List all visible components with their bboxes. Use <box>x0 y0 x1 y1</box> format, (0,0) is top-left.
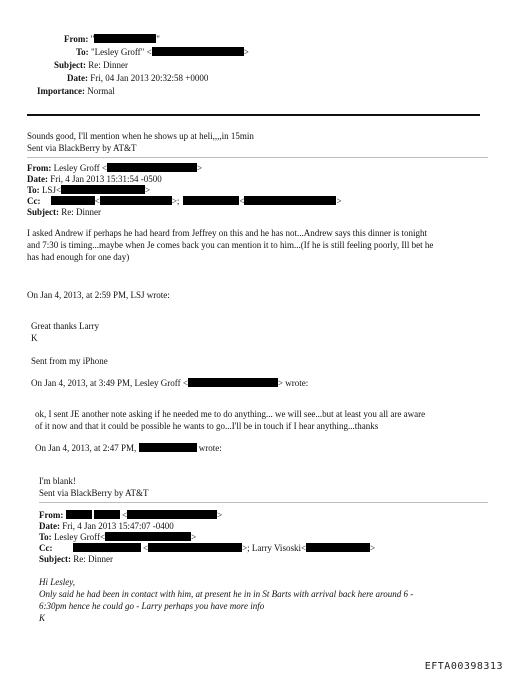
header-subject-value: Re: Dinner <box>88 60 128 70</box>
email3-to-close: > <box>191 532 197 542</box>
email3-to-value: Lesley Groff< <box>53 532 106 542</box>
redaction <box>100 196 172 205</box>
email3-subject-value: Re: Dinner <box>73 554 113 564</box>
redaction <box>306 543 370 552</box>
email3-cc-close: > <box>370 543 376 553</box>
redaction <box>183 196 239 205</box>
email3-cc-sep: < <box>143 543 149 553</box>
redaction <box>139 443 197 452</box>
email3-subject <box>39 554 113 565</box>
header-subject-label: Subject: <box>54 60 86 70</box>
header-from-close: " <box>156 34 160 44</box>
email3-from <box>39 510 222 521</box>
redaction <box>61 185 145 194</box>
email3-to <box>39 532 196 543</box>
header-to-label: To: <box>76 47 89 57</box>
email2-body-line: and 7:30 is timing...maybe when Je comes back you can mention it to him...(If he is still feeling poorly, Ill bet he <box>27 240 434 250</box>
message-line: Sounds good, I'll mention when he shows up at heli,,,,in 15min <box>27 131 254 141</box>
email2-to-value: LSJ< <box>41 185 62 195</box>
header-date <box>67 73 208 84</box>
email2-body-line: I asked Andrew if perhaps he had heard from Jeffrey on this and he has not...Andrew says this dinner is tonight <box>27 228 427 238</box>
header-from <box>64 34 160 45</box>
header-from-value: " <box>90 34 95 44</box>
email3-date-label: Date: <box>39 521 60 531</box>
redaction <box>51 196 95 205</box>
email3-body-line: K <box>39 613 46 623</box>
header-divider <box>27 114 480 116</box>
quote-divider <box>27 157 488 158</box>
quote3-line: I'm blank! <box>39 476 76 486</box>
email2-body-line: has had enough for one day) <box>27 252 130 262</box>
header-importance-value: Normal <box>87 86 115 96</box>
email3-from-label: From: <box>39 510 64 520</box>
email2-subject-label: Subject: <box>27 207 59 217</box>
redaction <box>148 543 242 552</box>
redaction <box>152 47 244 56</box>
header-subject <box>54 60 128 71</box>
quote-divider <box>39 502 488 503</box>
redaction <box>94 34 156 43</box>
quote2-body-line: ok, I sent JE another note asking if he needed me to do anything... we will see...but at least you all are aware <box>35 409 426 419</box>
quote3-line: Sent via BlackBerry by AT&T <box>39 488 149 498</box>
email2-subject-value: Re: Dinner <box>61 207 101 217</box>
email3-date <box>39 521 174 532</box>
email2-subject <box>27 207 101 218</box>
quote3-header <box>35 443 222 454</box>
email2-from <box>27 163 202 174</box>
header-importance <box>37 86 115 97</box>
email2-from-label: From: <box>27 163 52 173</box>
email2-date-label: Date: <box>27 174 48 184</box>
header-date-label: Date: <box>67 73 88 83</box>
email3-cc <box>39 543 375 554</box>
email3-to-label: To: <box>39 532 52 542</box>
email3-date-value: Fri, 4 Jan 2013 15:47:07 -0400 <box>62 521 174 531</box>
quote3-header-post: wrote: <box>198 443 222 453</box>
email3-from-close: > <box>217 510 223 520</box>
redaction <box>107 163 197 172</box>
header-to-close: > <box>243 47 249 57</box>
email2-date-value: Fri, 4 Jan 2013 15:31:54 -0500 <box>50 174 162 184</box>
quote1-header: On Jan 4, 2013, at 2:59 PM, LSJ wrote: <box>27 290 170 300</box>
email2-cc-close: > <box>336 196 342 206</box>
email3-from-sep: < <box>122 510 128 520</box>
email3-body-line: Hi Lesley, <box>39 577 75 587</box>
email2-cc <box>27 196 342 207</box>
redaction <box>73 543 141 552</box>
redaction <box>127 510 217 519</box>
email3-cc-sep: >; Larry Visoski< <box>242 543 307 553</box>
email2-to-label: To: <box>27 185 40 195</box>
redaction <box>244 196 336 205</box>
email3-body-line: 6:30pm hence he could go - Larry perhaps you have more info <box>39 601 265 611</box>
email3-subject-label: Subject: <box>39 554 71 564</box>
quote1-sent: Sent from my iPhone <box>31 356 108 366</box>
email2-from-value: Lesley Groff < <box>53 163 107 173</box>
header-importance-label: Importance: <box>37 86 85 96</box>
email2-cc-sep: < <box>239 196 245 206</box>
header-to <box>76 47 249 58</box>
redaction <box>105 532 191 541</box>
document-id: EFTA00398313 <box>424 661 503 672</box>
signature-line: Sent via BlackBerry by AT&T <box>27 143 137 153</box>
header-date-value: Fri, 04 Jan 2013 20:32:58 +0000 <box>90 73 209 83</box>
email2-to <box>27 185 150 196</box>
quote2-header-post: > wrote: <box>277 378 309 388</box>
header-to-value: "Lesley Groff" < <box>90 47 152 57</box>
email2-cc-sep: < <box>94 196 100 206</box>
quote1-line: Great thanks Larry <box>31 321 99 331</box>
quote3-header-pre: On Jan 4, 2013, at 2:47 PM, <box>35 443 137 453</box>
redaction <box>94 510 120 519</box>
email2-date <box>27 174 162 185</box>
quote2-header-pre: On Jan 4, 2013, at 3:49 PM, Lesley Groff < <box>31 378 188 388</box>
email3-body-line: Only said he had been in contact with him, at present he in in St Barts with arrival back here around 6 - <box>39 589 414 599</box>
email2-cc-sep: >; <box>171 196 180 206</box>
email2-cc-label: Cc: <box>27 196 41 206</box>
email2-from-close: > <box>196 163 203 173</box>
quote1-line: K <box>31 333 38 343</box>
redaction <box>66 510 92 519</box>
email2-to-close: > <box>145 185 151 195</box>
email3-cc-label: Cc: <box>39 543 53 553</box>
redaction <box>188 378 278 387</box>
header-from-label: From: <box>64 34 89 44</box>
quote2-body-line: of it now and that it could be possible he wants to go...I'll be in touch if I hear anything...thanks <box>35 421 379 431</box>
quote2-header <box>31 378 308 389</box>
